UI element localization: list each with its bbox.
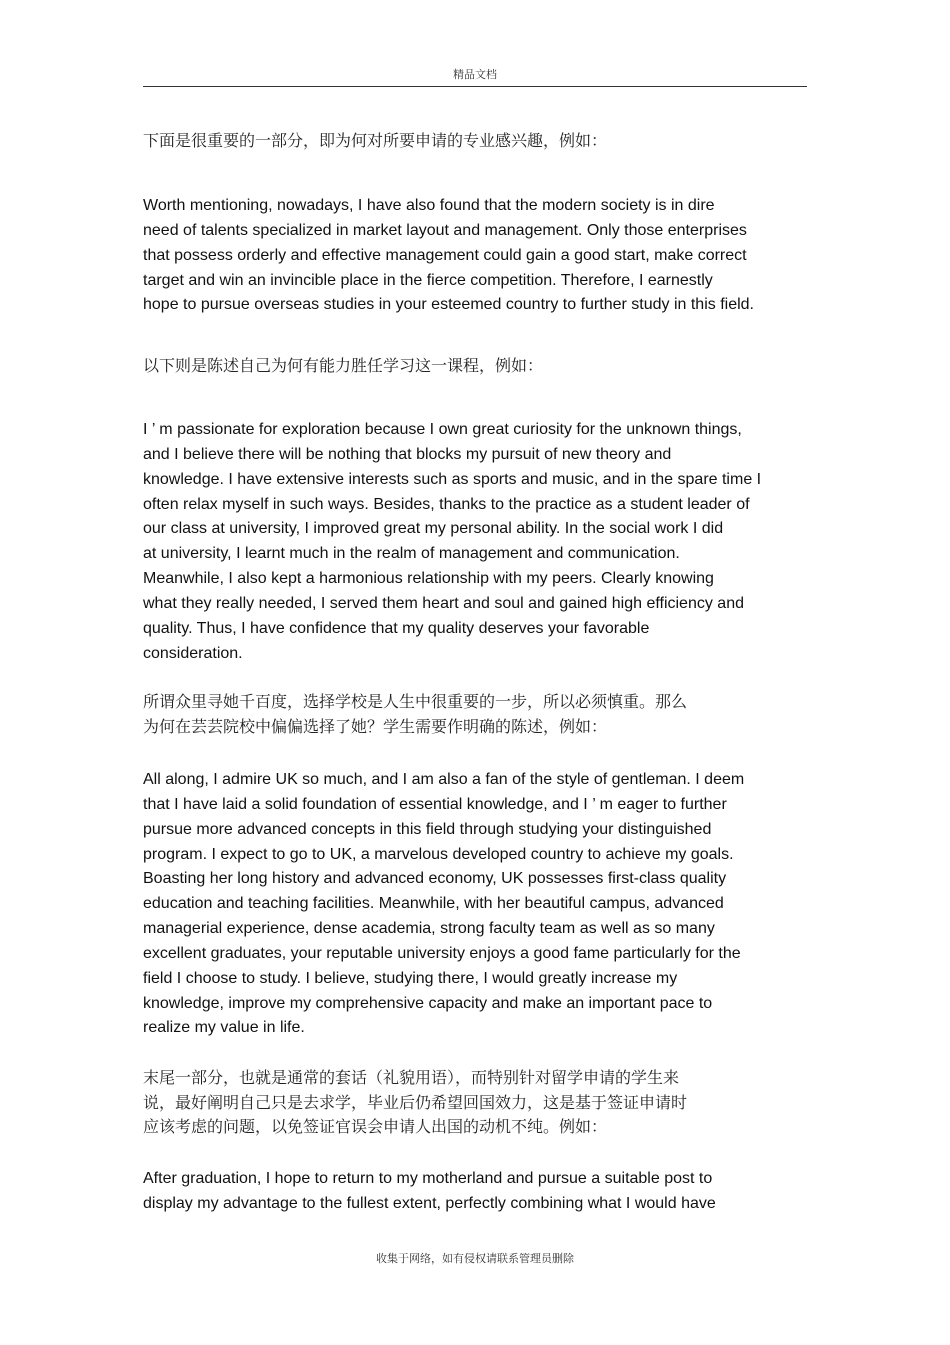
text-line: knowledge, improve my comprehensive capacity and make an important pace to bbox=[143, 994, 713, 1012]
text-line: Worth mentioning, nowadays, I have also found that the modern society is in dire bbox=[143, 197, 715, 214]
text-line: hope to pursue overseas studies in your esteemed country to further study in this field. bbox=[143, 296, 754, 314]
text-line: All along, I admire UK so much, and I am also a fan of the style of gentleman. I deem bbox=[143, 771, 745, 788]
text-line: field I choose to study. I believe, studying there, I would greatly increase my bbox=[143, 969, 678, 987]
text-line: need of talents specialized in market layout and management. Only those enterprises bbox=[143, 221, 747, 239]
text-line: knowledge. I have extensive interests such as sports and music, and in the spare time I bbox=[143, 470, 762, 488]
text-line: 为何在芸芸院校中偏偏选择了她？学生需要作明确的陈述，例如： bbox=[143, 716, 608, 736]
text-line: display my advantage to the fullest extent, perfectly combining what I would have bbox=[143, 1194, 716, 1212]
text-line: our class at university, I improved great my personal ability. In the social work I did bbox=[143, 520, 724, 538]
en-paragraph-interest bbox=[143, 194, 809, 318]
text-line: 应该考虑的问题，以免签证官误会申请人出国的动机不纯。例如： bbox=[143, 1117, 608, 1136]
en-paragraph-ability bbox=[143, 418, 809, 666]
text-line: managerial experience, dense academia, strong faculty team as well as so many bbox=[143, 920, 715, 938]
cn-paragraph-interest bbox=[143, 129, 809, 154]
en-paragraph-school bbox=[143, 768, 809, 1041]
header-divider bbox=[143, 86, 807, 87]
text-line: Boasting her long history and advanced economy, UK possesses first-class quality bbox=[143, 870, 727, 888]
text-line: 下面是很重要的一部分，即为何对所要申请的专业感兴趣，例如： bbox=[143, 131, 608, 150]
text-line: pursue more advanced concepts in this field through studying your distinguished bbox=[143, 820, 712, 838]
text-line: 所谓众里寻她千百度，选择学校是人生中很重要的一步，所以必须慎重。那么 bbox=[143, 692, 688, 711]
text-line: that I have laid a solid foundation of essential knowledge, and I ’ m eager to further bbox=[143, 795, 727, 813]
text-line: target and win an invincible place in the fierce competition. Therefore, I earnestly bbox=[143, 271, 713, 289]
text-line: 以下则是陈述自己为何有能力胜任学习这一课程，例如： bbox=[143, 356, 544, 375]
cn-paragraph-ability bbox=[143, 354, 809, 379]
en-paragraph-conclusion bbox=[143, 1167, 809, 1217]
text-line: 说，最好阐明自己只是去求学，毕业后仍希望回国效力，这是基于签证申请时 bbox=[143, 1092, 688, 1112]
text-line: often relax myself in such ways. Besides, thanks to the practice as a student leader of bbox=[143, 495, 750, 513]
text-line: program. I expect to go to UK, a marvelous developed country to achieve my goals. bbox=[143, 845, 734, 863]
text-line: 末尾一部分，也就是通常的套话（礼貌用语），而特别针对留学申请的学生来 bbox=[143, 1068, 680, 1087]
text-line: realize my value in life. bbox=[143, 1019, 305, 1037]
text-line: consideration. bbox=[143, 644, 243, 662]
page-header: 精品文档 bbox=[453, 68, 497, 81]
text-line: education and teaching facilities. Meanwhile, with her beautiful campus, advanced bbox=[143, 895, 724, 913]
page-footer: 收集于网络，如有侵权请联系管理员删除 bbox=[376, 1252, 574, 1265]
text-line: excellent graduates, your reputable university enjoys a good fame particularly for the bbox=[143, 944, 741, 962]
cn-paragraph-school bbox=[143, 690, 809, 739]
text-line: at university, I learnt much in the realm of management and communication. bbox=[143, 545, 680, 563]
text-line: quality. Thus, I have confidence that my quality deserves your favorable bbox=[143, 619, 650, 637]
cn-paragraph-conclusion bbox=[143, 1066, 809, 1140]
text-line: After graduation, I hope to return to my motherland and pursue a suitable post to bbox=[143, 1170, 713, 1187]
text-line: I ’ m passionate for exploration because I own great curiosity for the unknown things, bbox=[143, 421, 742, 438]
text-line: and I believe there will be nothing that blocks my pursuit of new theory and bbox=[143, 445, 672, 463]
text-line: Meanwhile, I also kept a harmonious relationship with my peers. Clearly knowing bbox=[143, 570, 714, 588]
text-line: what they really needed, I served them heart and soul and gained high efficiency and bbox=[143, 594, 744, 612]
text-line: that possess orderly and effective management could gain a good start, make correct bbox=[143, 246, 747, 264]
